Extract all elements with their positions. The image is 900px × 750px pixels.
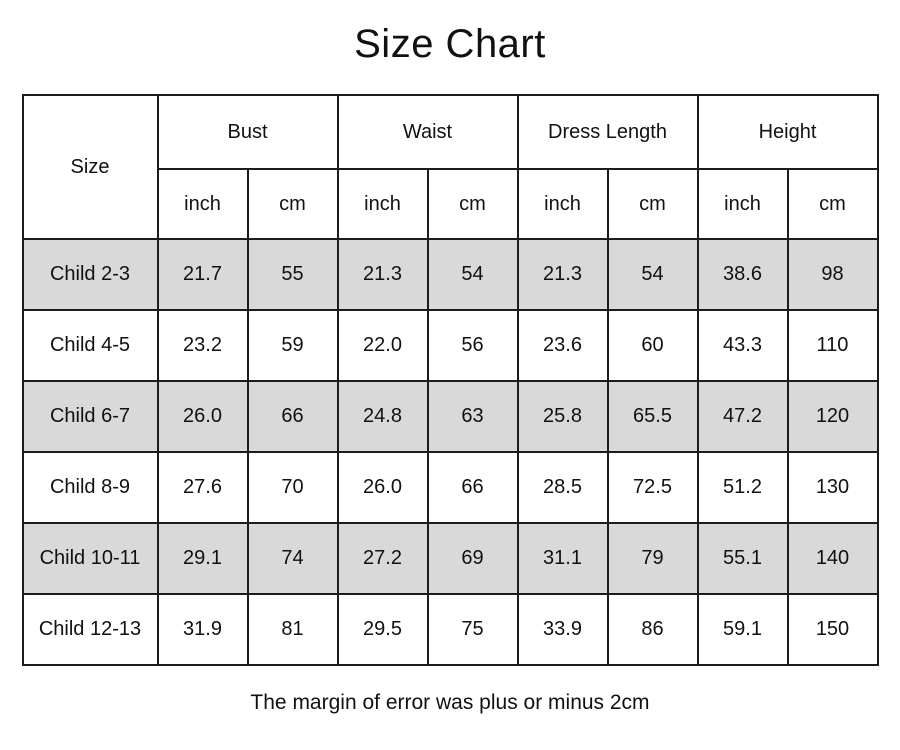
unit-header-dress-length-cm: cm [608,169,698,239]
value-cell: 54 [608,239,698,310]
value-cell: 28.5 [518,452,608,523]
table-row-child-2-3 [23,239,878,310]
value-cell: 25.8 [518,381,608,452]
value-cell: 70 [248,452,338,523]
group-header-row [23,95,878,169]
group-header-height: Height [698,95,878,169]
value-cell: 27.2 [338,523,428,594]
group-header-dress-length: Dress Length [518,95,698,169]
value-cell: 22.0 [338,310,428,381]
table-row-child-8-9 [23,452,878,523]
value-cell: 56 [428,310,518,381]
value-cell: 43.3 [698,310,788,381]
value-cell: 110 [788,310,878,381]
table-row-child-12-13 [23,594,878,665]
value-cell: 130 [788,452,878,523]
value-cell: 75 [428,594,518,665]
value-cell: 55.1 [698,523,788,594]
value-cell: 66 [248,381,338,452]
value-cell: 63 [428,381,518,452]
row-size-cell: Child 12-13 [23,594,158,665]
value-cell: 140 [788,523,878,594]
value-cell: 31.9 [158,594,248,665]
value-cell: 59.1 [698,594,788,665]
value-cell: 98 [788,239,878,310]
value-cell: 31.1 [518,523,608,594]
value-cell: 60 [608,310,698,381]
unit-header-waist-inch: inch [338,169,428,239]
value-cell: 26.0 [338,452,428,523]
row-size-cell: Child 8-9 [23,452,158,523]
value-cell: 65.5 [608,381,698,452]
unit-header-waist-cm: cm [428,169,518,239]
value-cell: 51.2 [698,452,788,523]
table-row-child-4-5 [23,310,878,381]
margin-of-error-note: The margin of error was plus or minus 2cm [250,691,650,714]
value-cell: 54 [428,239,518,310]
unit-header-height-inch: inch [698,169,788,239]
value-cell: 24.8 [338,381,428,452]
unit-header-bust-cm: cm [248,169,338,239]
group-header-bust: Bust [158,95,338,169]
value-cell: 55 [248,239,338,310]
value-cell: 21.7 [158,239,248,310]
value-cell: 74 [248,523,338,594]
value-cell: 86 [608,594,698,665]
table-row-child-10-11 [23,523,878,594]
value-cell: 66 [428,452,518,523]
value-cell: 21.3 [338,239,428,310]
row-size-cell: Child 4-5 [23,310,158,381]
value-cell: 81 [248,594,338,665]
unit-header-height-cm: cm [788,169,878,239]
value-cell: 120 [788,381,878,452]
value-cell: 29.5 [338,594,428,665]
value-cell: 23.2 [158,310,248,381]
value-cell: 72.5 [608,452,698,523]
unit-header-bust-inch: inch [158,169,248,239]
value-cell: 21.3 [518,239,608,310]
unit-header-dress-length-inch: inch [518,169,608,239]
value-cell: 23.6 [518,310,608,381]
value-cell: 59 [248,310,338,381]
value-cell: 38.6 [698,239,788,310]
row-size-cell: Child 2-3 [23,239,158,310]
group-header-waist: Waist [338,95,518,169]
table-row-child-6-7 [23,381,878,452]
value-cell: 79 [608,523,698,594]
value-cell: 69 [428,523,518,594]
value-cell: 150 [788,594,878,665]
value-cell: 27.6 [158,452,248,523]
value-cell: 26.0 [158,381,248,452]
value-cell: 29.1 [158,523,248,594]
value-cell: 47.2 [698,381,788,452]
size-column-header: Size [23,95,158,239]
page-title: Size Chart [354,22,546,66]
value-cell: 33.9 [518,594,608,665]
row-size-cell: Child 6-7 [23,381,158,452]
size-chart-table [22,94,879,666]
row-size-cell: Child 10-11 [23,523,158,594]
